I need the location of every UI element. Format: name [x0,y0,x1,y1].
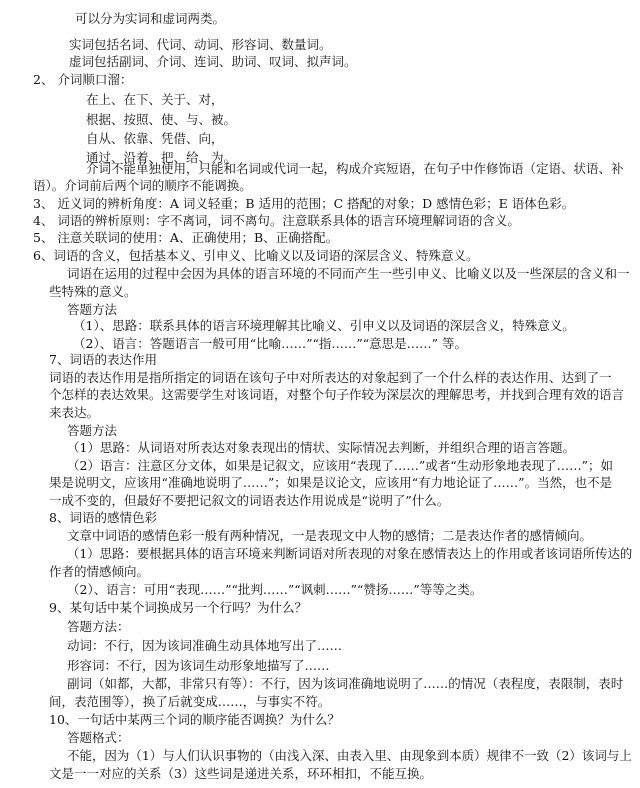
text-line: 些特殊的意义。 [49,284,137,299]
text-line: 形容词：不行，因为该词生动形象地描写了…… [67,658,330,673]
section-heading: 6、词语的含义，包括基本义、引申义、比喻义以及词语的深层含义、特殊意义。 [33,248,479,263]
subheading: 答题方法 [67,302,118,317]
text-line: 个怎样的表达效果。这需要学生对该词语，对整个句子作较为深层次的理解思考，并找到合理有效的语言 [49,387,625,402]
section-heading: 5、 注意关联词的使用：A、正确使用；B、正确搭配。 [33,230,339,245]
text-line: 副词（如都，大都，非常只有等）：不行，因为该词准确地说明了……的情况（表程度，表限制，表时 [67,676,624,691]
section-heading: 8、词语的感情色彩 [49,510,157,525]
text-line: （1）、思路：联系具体的语言环境理解其比喻义、引申义以及词语的深层含义，特殊意义。 [73,318,575,333]
text-line: 词语的表达作用是指所指定的词语在该句子中对所表达的对象起到了一个什么样的表达作用、达到了一 [49,370,612,385]
text-line: 语）。介词前后两个词的顺序不能调换。 [33,178,252,193]
text-line: 自从、依靠、凭借、向， [86,131,224,146]
text-line: 不能，因为（1）与人们认识事物的（由浅入深、由表入里、由现象到本质）规律不一致（2）该词与上 [67,748,632,763]
text-line: 可以分为实词和虚词两类。 [75,11,226,26]
text-line: 实词包括名词、代词、动词、形容词、数量词。 [69,37,332,52]
text-line: 间，表范围等），换了后就变成……，与事实不符。 [49,694,331,709]
text-line: 动词：不行，因为该词准确生动具体地写出了…… [67,638,343,653]
text-line: （2）语言：注意区分文体，如果是记叙文，应该用“表现了……”或者“生动形象地表现了……”；如 [67,458,614,473]
text-line: 词语在运用的过程中会因为具体的语言环境的不同而产生一些引申义、比喻义以及一些深层的含义和一 [67,266,630,281]
text-line: 根据、按照、使、与、被。 [86,112,237,127]
text-line: 通过、沿着、把、给、为。 [86,150,237,165]
section-heading: 2、 介词顺口溜： [33,72,133,87]
text-line: 文是一一对应的关系（3）这些词是递进关系，环环相扣，不能互换。 [49,766,432,781]
text-line: （2）、语言：可用“表现……”“批判……”“讽刺……”“赞扬……”等等之类。 [67,582,483,597]
text-line: 介词不能单独使用，只能和名词或代词一起，构成介宾短语，在句子中作修饰语（定语、状语、补 [86,161,624,176]
text-line: 在上、在下、关于、对， [86,92,224,107]
section-heading: 9、某句话中某个词换成另一个行吗？为什么？ [49,600,307,615]
section-heading: 3、 近义词的辨析角度：A 词义轻重；B 适用的范围；C 搭配的对象；D 感情色彩；E 语体色彩。 [33,196,575,211]
text-line: （1）思路：要根据具体的语言环境来判断词语对所表现的对象在感情表达上的作用或者该词语所传达的 [67,546,633,561]
text-line: （1）思路：从词语对所表达对象表现出的情状、实际情况去判断，并组织合理的语言答题。 [67,440,575,455]
section-heading: 7、词语的表达作用 [49,352,157,367]
text-line: 果是说明文，应该用“准确地说明了……”；如果是议论文，应该用“有力地论证了……”。当然，也不是 [49,475,613,490]
text-line: 一成不变的，但最好不要把记叙文的词语表达作用说成是“说明了”什么。 [49,493,450,508]
text-line: （2）、语言：答题语言一般可用“比喻……”“指……”“意思是……” 等。 [73,336,468,351]
text-line: 作者的情感倾向。 [49,564,150,579]
text-line: 虚词包括副词、介词、连词、助词、叹词、拟声词。 [69,54,357,69]
text-line: 文章中词语的感情色彩一般有两种情况，一是表现文中人物的感情；二是表达作者的感情倾向。 [67,528,593,543]
text-line: 来表达。 [49,405,100,420]
section-heading: 10、一句话中某两三个词的顺序能否调换？为什么？ [49,712,340,727]
section-heading: 4、 词语的辨析原则：字不离词，词不离句。注意联系具体的语言环境理解词语的含义。 [33,213,520,228]
subheading: 答题格式： [67,730,130,745]
subheading: 答题方法： [67,619,130,634]
subheading: 答题方法 [67,423,118,438]
